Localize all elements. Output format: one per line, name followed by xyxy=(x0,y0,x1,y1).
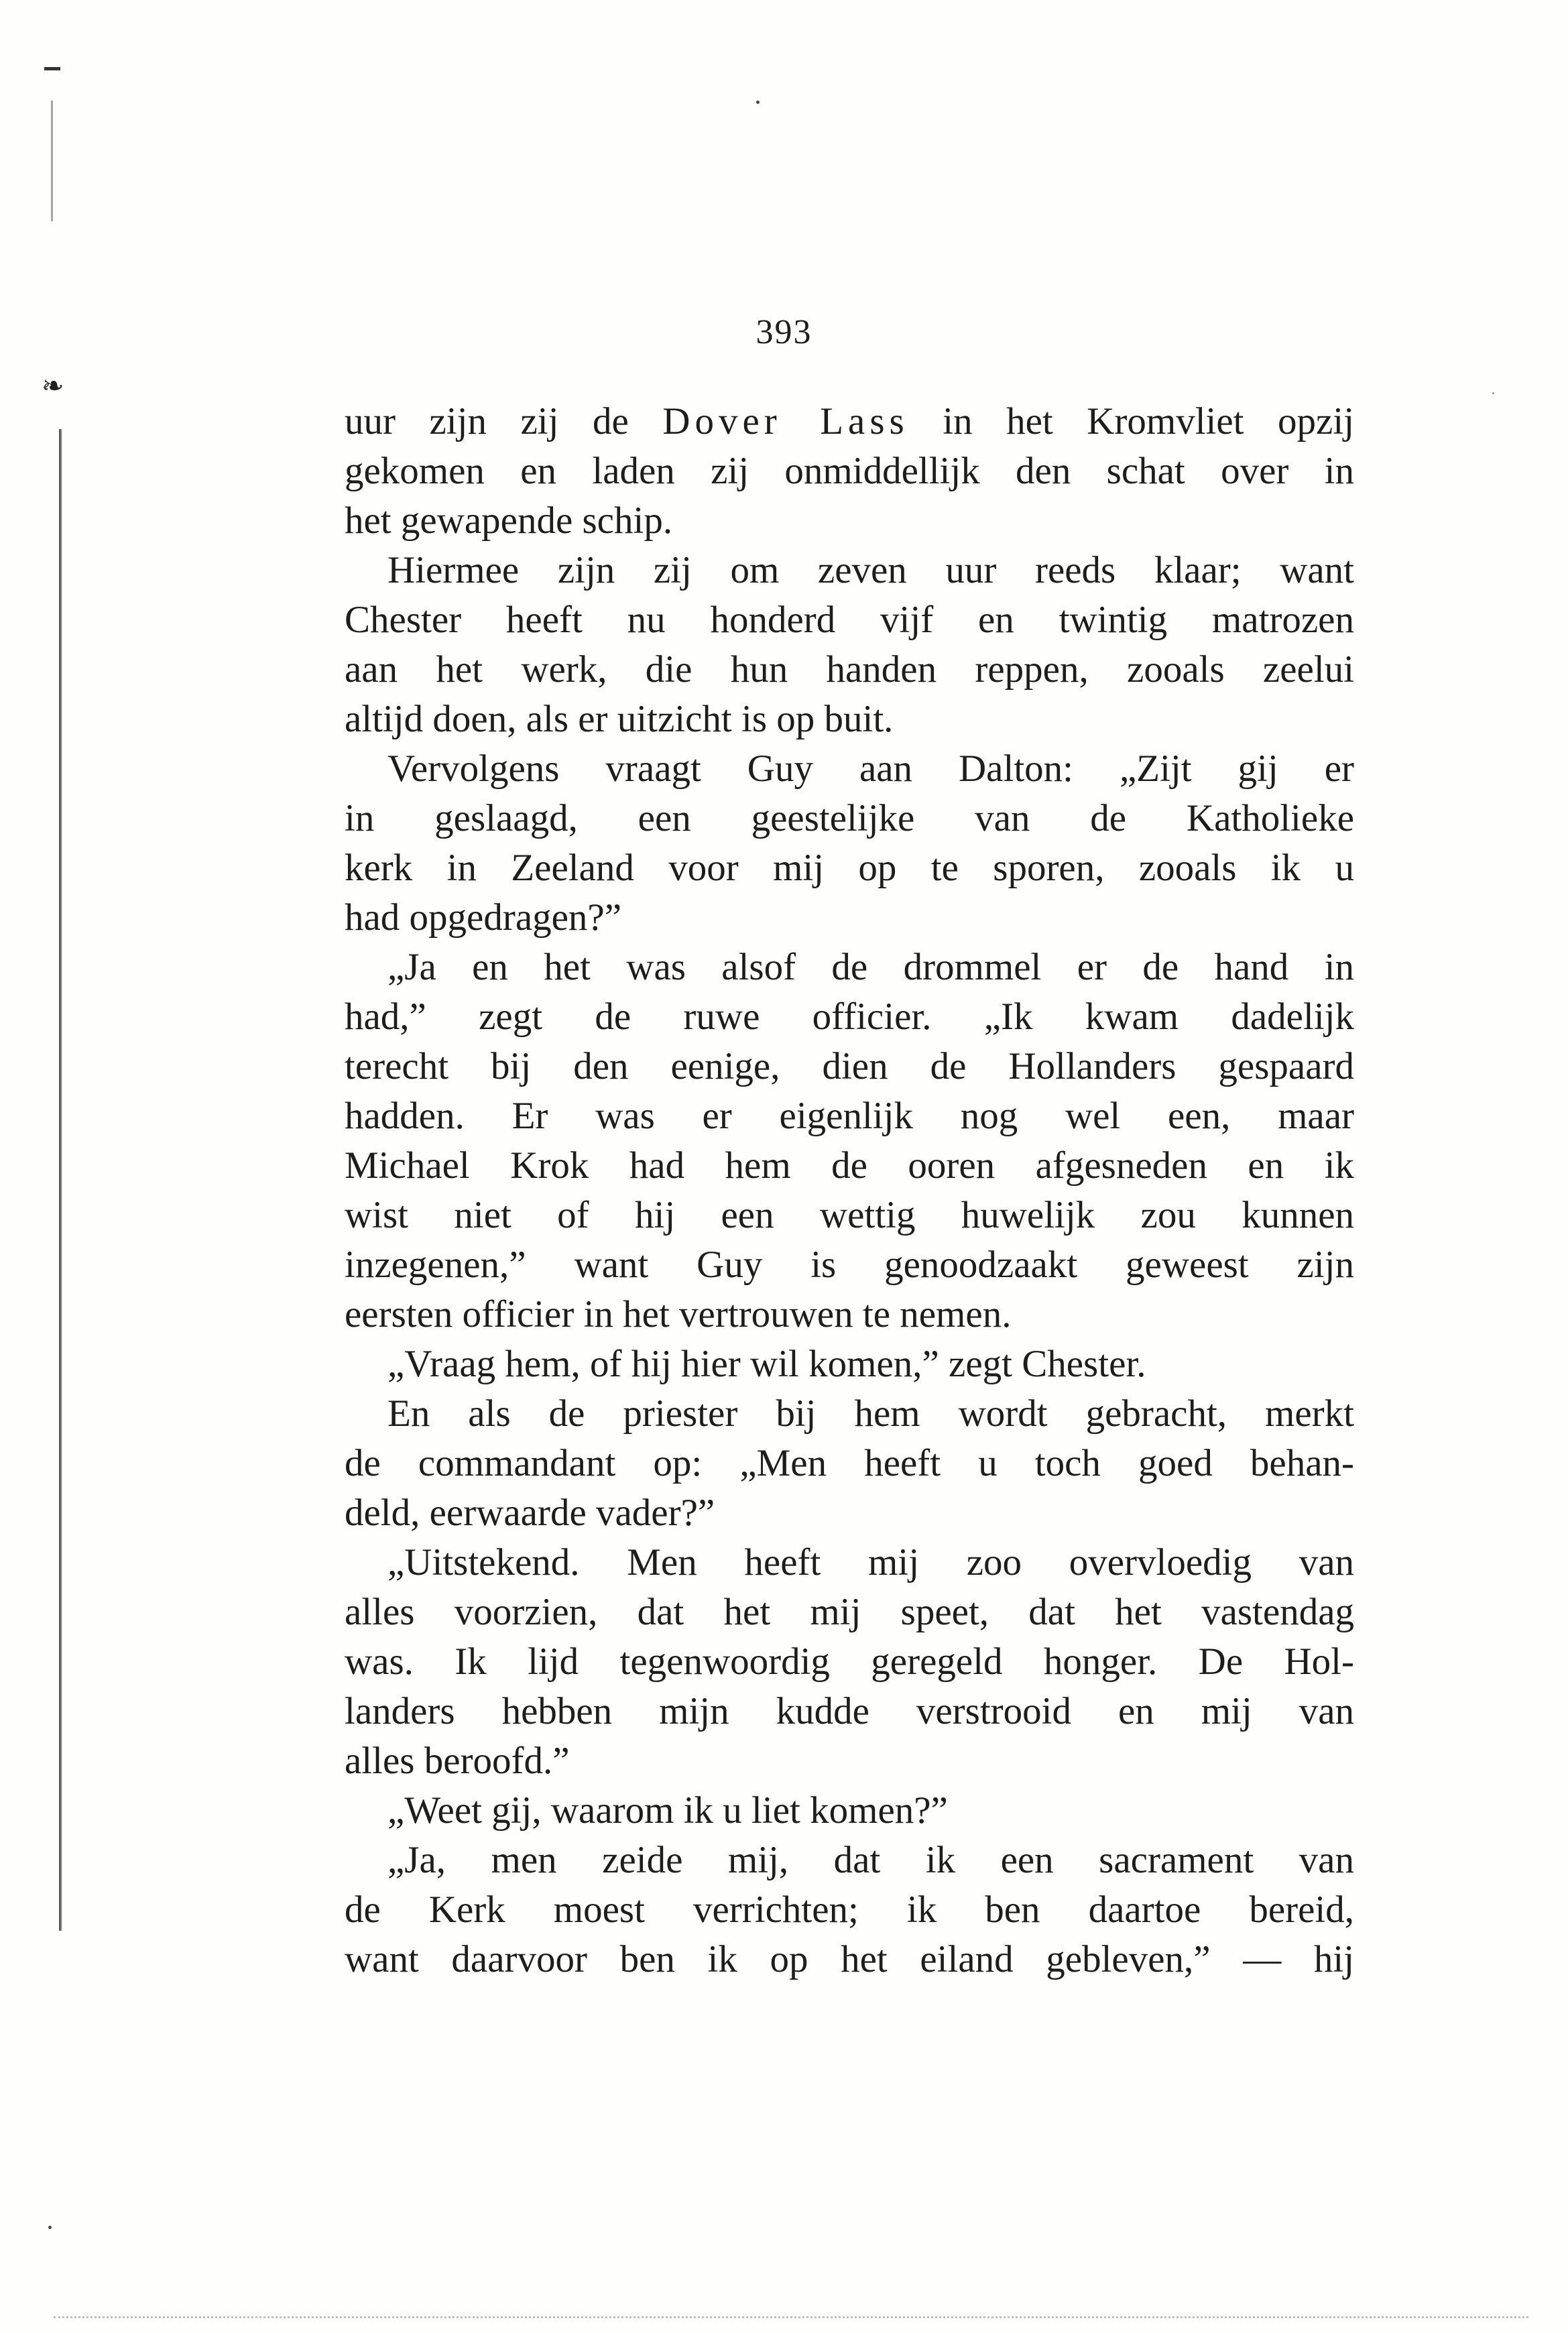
text-line: Vervolgens vraagt Guy aan Dalton: „Zijt gij er xyxy=(387,747,1354,790)
text-line: deld, eerwaarde vader?” xyxy=(345,1492,715,1534)
text-line: in geslaagd, een geestelijke van de Katholieke xyxy=(345,797,1354,839)
text-line: had opgedragen?” xyxy=(345,896,622,939)
text-line: gekomen en laden zij onmiddellijk den schat over in xyxy=(345,450,1354,492)
text-line: kerk in Zeeland voor mij op te sporen, zooals ik u xyxy=(345,847,1354,889)
scan-edge-mark xyxy=(44,67,60,70)
text-line: En als de priester bij hem wordt gebracht, merkt xyxy=(387,1392,1354,1435)
scan-edge-shadow-top xyxy=(51,101,53,221)
text-line xyxy=(345,397,1354,446)
text-line: „Uitstekend. Men heeft mij zoo overvloedig van xyxy=(387,1541,1354,1583)
scan-speck xyxy=(756,101,760,104)
body-text xyxy=(345,397,1354,1984)
scan-edge-glyph: ❧ xyxy=(42,371,64,401)
text-line: aan het werk, die hun handen reppen, zooals zeelui xyxy=(345,648,1354,691)
text-line: alles beroofd.” xyxy=(345,1740,570,1782)
text-line: want daarvoor ben ik op het eiland gebleven,” — hij xyxy=(345,1938,1354,1980)
text-line: wist niet of hij een wettig huwelijk zou kunnen xyxy=(345,1194,1354,1236)
text-line: „Ja en het was alsof de drommel er de hand in xyxy=(387,946,1354,988)
text-line: inzegenen,” want Guy is genoodzaakt geweest zijn xyxy=(345,1244,1354,1286)
text-fragment: in het Kromvliet opzij xyxy=(908,400,1354,442)
text-fragment: uur zijn zij de xyxy=(345,400,663,442)
text-line: Hiermee zijn zij om zeven uur reeds klaar; want xyxy=(387,549,1354,591)
text-line: de commandant op: „Men heeft u toch goed behan- xyxy=(345,1442,1354,1484)
text-line: had,” zegt de ruwe officier. „Ik kwam dadelijk xyxy=(345,996,1354,1038)
text-line: Chester heeft nu honderd vijf en twintig matrozen xyxy=(345,599,1354,641)
text-line: was. Ik lijd tegenwoordig geregeld honger. De Hol- xyxy=(345,1640,1354,1683)
text-line: terecht bij den eenige, dien de Hollanders gespaard xyxy=(345,1045,1354,1087)
scan-speck xyxy=(48,2226,52,2229)
page-number: 393 xyxy=(756,313,812,351)
text-line: Michael Krok had hem de ooren afgesneden en ik xyxy=(345,1144,1354,1187)
text-line: altijd doen, als er uitzicht is op buit. xyxy=(345,698,894,740)
ship-name: Dover Lass xyxy=(662,400,909,442)
text-line: de Kerk moest verrichten; ik ben daartoe bereid, xyxy=(345,1889,1354,1931)
text-line: alles voorzien, dat het mij speet, dat het vastendag xyxy=(345,1591,1354,1633)
scan-binding-shadow xyxy=(59,429,62,1931)
text-line: landers hebben mijn kudde verstrooid en mij van xyxy=(345,1690,1354,1732)
text-line: „Ja, men zeide mij, dat ik een sacrament van xyxy=(387,1839,1354,1881)
text-line: „Weet gij, waarom ik u liet komen?” xyxy=(387,1789,948,1832)
text-line: het gewapende schip. xyxy=(345,499,673,542)
text-line: hadden. Er was er eigenlijk nog wel een, maar xyxy=(345,1095,1354,1137)
scan-speck xyxy=(1492,392,1494,394)
text-line: eersten officier in het vertrouwen te nemen. xyxy=(345,1293,1012,1335)
scan-bottom-edge xyxy=(54,2316,1528,2318)
text-line: „Vraag hem, of hij hier wil komen,” zegt Chester. xyxy=(387,1343,1146,1385)
